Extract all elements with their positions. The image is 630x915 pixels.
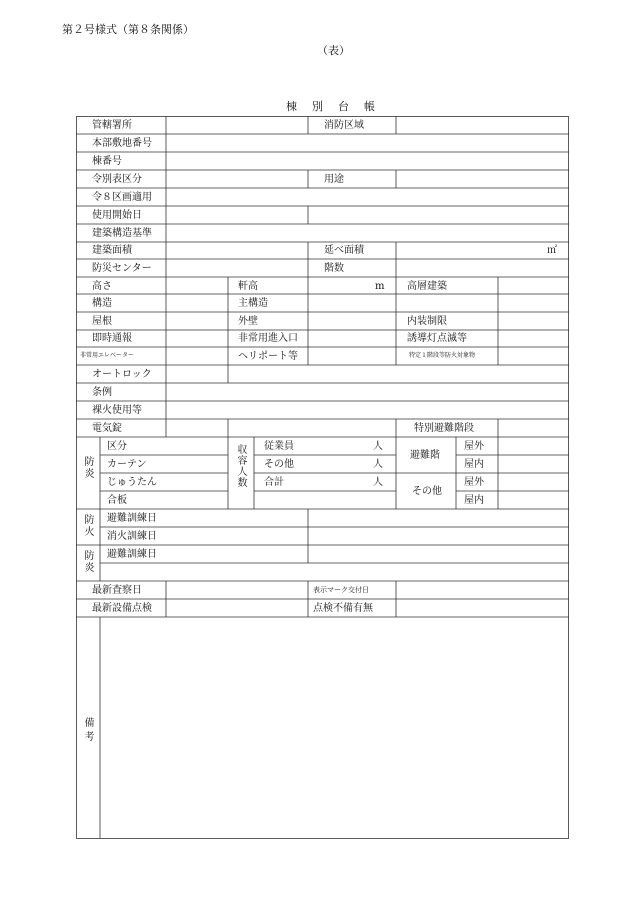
auto-lock-label: オートロック: [92, 369, 152, 380]
height-label: 高さ: [92, 281, 112, 292]
heliport-label: ヘリポート等: [238, 351, 298, 362]
evac-floor-label: 避難階: [410, 450, 440, 461]
meter-unit: m: [375, 281, 385, 292]
ordinance-class-label: 令別表区分: [92, 174, 142, 185]
fire-prevention-item: 消火訓練日: [107, 531, 157, 542]
flameproof-label: 防炎: [82, 456, 93, 480]
art8-division-label: 令８区画適用: [92, 192, 152, 203]
flameproof-item: 合板: [107, 495, 127, 506]
capacity-row-label: その他: [264, 459, 294, 470]
total-floor-area-label: 延べ面積: [324, 245, 364, 256]
bylaw-label: 条例: [92, 387, 112, 398]
capacity-row-label: 従業員: [264, 441, 294, 452]
floors-label: 階数: [324, 263, 344, 274]
guide-light-label: 誘導灯点滅等: [407, 333, 467, 344]
fire-prevention-label: 防火: [82, 514, 93, 538]
structure-label: 構造: [92, 298, 112, 309]
electric-lock-label: 電気錠: [92, 423, 122, 434]
area-unit: ㎡: [547, 245, 557, 256]
fire-district-label: 消防区域: [324, 120, 364, 131]
flameproof-item: じゅうたん: [107, 477, 157, 488]
form-number: 第２号様式（第８条関係）: [62, 23, 194, 36]
special-evac-stairs-label: 特別避難階段: [414, 423, 474, 434]
disaster-prevention-item: 避難訓練日: [107, 549, 157, 560]
exterior-wall-label: 外壁: [238, 316, 258, 327]
building-area-label: 建築面積: [92, 245, 132, 256]
emergency-entrance-label: 非常用進入口: [238, 333, 298, 344]
defects-label: 点検不備有無: [313, 603, 373, 614]
building-standard-label: 建築構造基準: [92, 228, 152, 239]
latest-inspection-label: 最新査察日: [92, 585, 142, 596]
side-label: （表）: [317, 44, 350, 57]
disaster-center-label: 防災センター: [92, 263, 152, 274]
capacity-label: 収容人数: [235, 444, 246, 488]
mark-issue-date-label: 表示マーク交付日: [313, 586, 369, 594]
usage-label: 用途: [324, 174, 344, 185]
capacity-unit: 人: [373, 441, 383, 452]
high-rise-label: 高層建築: [407, 281, 447, 292]
open-fire-label: 裸火使用等: [92, 405, 142, 416]
capacity-unit: 人: [373, 477, 383, 488]
stairs-other-label: その他: [412, 486, 442, 497]
roof-label: 屋根: [92, 316, 112, 327]
flameproof-item: 区分: [107, 441, 127, 452]
flameproof-item: カーテン: [107, 459, 147, 470]
building-number-label: 棟番号: [92, 156, 122, 167]
use-start-date-label: 使用開始日: [92, 210, 142, 221]
stairs-outdoor-label: 屋外: [464, 477, 484, 488]
latest-equipment-check-label: 最新設備点検: [92, 603, 152, 614]
disaster-prevention-label: 防炎: [82, 550, 93, 574]
capacity-unit: 人: [373, 459, 383, 470]
stairs-outdoor-label: 屋外: [464, 441, 484, 452]
capacity-row-label: 合計: [264, 477, 284, 488]
lot-number-label: 本部敷地番号: [92, 138, 152, 149]
eave-height-label: 軒高: [238, 281, 258, 292]
remarks-label: 備考: [82, 717, 93, 745]
interior-restriction-label: 内装制限: [407, 316, 447, 327]
emergency-elevator-label: 非常用エレベーター: [80, 352, 135, 359]
stairs-indoor-label: 屋内: [464, 495, 484, 506]
main-structure-label: 主構造: [238, 298, 268, 309]
fire-prevention-item: 避難訓練日: [107, 513, 157, 524]
ledger-title: 棟 別 台 帳: [286, 100, 377, 113]
jurisdiction-label: 管轄署所: [92, 120, 132, 131]
stairs-indoor-label: 屋内: [464, 459, 484, 470]
specified-first-floor-label: 特定１階段等防火対象物: [409, 352, 476, 359]
immediate-notification-label: 即時通報: [92, 333, 132, 344]
